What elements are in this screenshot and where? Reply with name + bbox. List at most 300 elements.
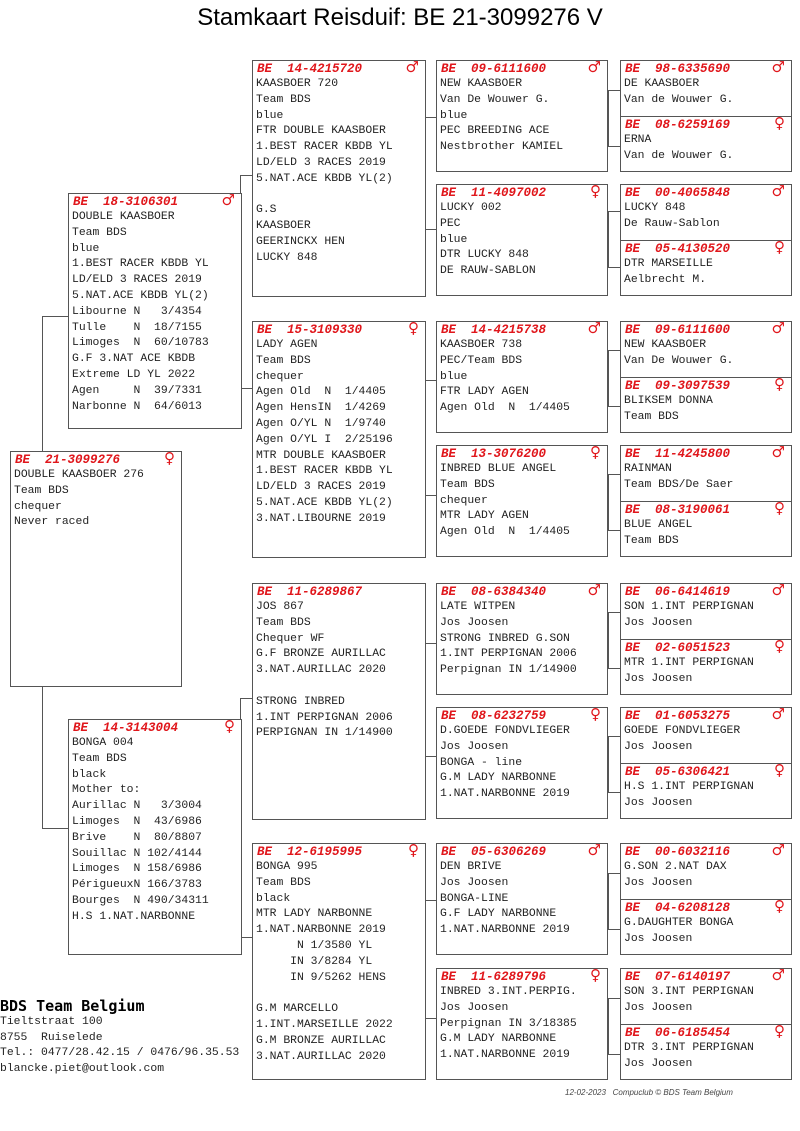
ring-number: BE 14-4215720 <box>257 62 363 76</box>
card-header <box>69 191 241 210</box>
connector-line <box>425 1018 436 1019</box>
card-lines <box>621 77 791 109</box>
card-line: Team BDS <box>256 354 311 367</box>
female-symbol-icon: ♀ <box>224 717 235 735</box>
connector-line <box>608 90 620 91</box>
ring-number: BE 05-4130520 <box>625 242 731 256</box>
card-line: PEC BREEDING ACE <box>440 125 550 138</box>
card-line: MTR LADY NARBONNE <box>256 908 373 921</box>
card-line: IN 3/8284 YL <box>256 955 373 968</box>
dam-section <box>621 375 791 433</box>
card-line: Team BDS <box>624 534 679 547</box>
card-header <box>621 841 791 860</box>
card-line: Agen N 39/7331 <box>72 384 202 397</box>
card-lines <box>621 338 791 370</box>
ring-number: BE 01-6053275 <box>625 709 731 723</box>
dam-section <box>621 238 791 296</box>
female-symbol-icon: ♀ <box>164 449 175 467</box>
sire-section <box>621 319 791 377</box>
card-line: Agen O/YL I 2/25196 <box>256 433 393 446</box>
card-line: D.GOEDE FONDVLIEGER <box>440 725 570 737</box>
card-line: JOS 867 <box>256 601 304 613</box>
male-symbol-icon: ♂ <box>771 705 785 723</box>
sire-section <box>621 58 791 116</box>
card-line: 1.INT PERPIGNAN 2006 <box>256 711 393 724</box>
great-grandparent-card <box>436 583 608 695</box>
sire-section <box>621 182 791 240</box>
card-line: IN 9/5262 HENS <box>256 971 386 984</box>
ring-number: BE 00-4065848 <box>625 186 731 200</box>
card-line: Jos Joosen <box>624 616 693 629</box>
card-line: Team BDS <box>256 876 311 889</box>
card-line: G.DAUGHTER BONGA <box>624 917 734 929</box>
connector-line <box>42 316 43 453</box>
card-lines <box>253 77 425 267</box>
card-line <box>256 986 425 1002</box>
card-line: Agen HensIN 1/4269 <box>256 402 386 415</box>
sire-section <box>621 581 791 639</box>
card-line: Jos Joosen <box>624 672 693 685</box>
owner-name: BDS Team Belgium <box>0 997 145 1015</box>
ring-number: BE 15-3109330 <box>257 323 363 337</box>
great-grandparent-card <box>436 843 608 955</box>
card-line: G.M MARCELLO <box>256 1003 339 1016</box>
card-line: Team BDS <box>624 410 679 423</box>
card-line: Team BDS <box>256 616 311 629</box>
connector-line <box>425 229 436 230</box>
card-line: Jos Joosen <box>440 616 509 629</box>
maternal-grandsire-card <box>252 583 426 820</box>
card-line: Team BDS <box>14 484 69 497</box>
card-line: RAINMAN <box>624 463 672 475</box>
card-line: LATE WITPEN <box>440 601 516 613</box>
connector-line <box>425 117 436 118</box>
card-line: LD/ELD 3 RACES 2019 <box>256 156 386 169</box>
ring-number: BE 07-6140197 <box>625 970 731 984</box>
card-lines <box>11 468 181 531</box>
card-header <box>621 1022 791 1041</box>
card-line: Agen Old N 1/4405 <box>440 526 570 539</box>
ring-number: BE 08-6232759 <box>441 709 547 723</box>
ggg-pair-card <box>620 321 792 433</box>
card-line: 3.NAT.AURILLAC 2020 <box>256 664 386 677</box>
card-line: G.M LADY NARBONNE <box>440 1033 557 1046</box>
card-line: Nestbrother KAMIEL <box>440 141 564 154</box>
card-line: 1.NAT.NARBONNE 2019 <box>256 924 386 937</box>
card-line: Team BDS <box>72 226 127 239</box>
card-line: DOUBLE KAASBOER <box>72 211 175 223</box>
card-lines <box>437 724 607 803</box>
card-header <box>621 705 791 724</box>
mother-card <box>68 719 242 955</box>
connector-line <box>608 267 620 268</box>
card-line: Brive N 80/8807 <box>72 831 202 844</box>
female-symbol-icon: ♀ <box>590 182 601 200</box>
card-line: Van De Wouwer G. <box>440 93 550 106</box>
card-line: DE KAASBOER <box>624 78 700 90</box>
card-header <box>621 182 791 201</box>
card-line: KAASBOER 720 <box>256 78 339 90</box>
card-header <box>621 238 791 257</box>
connector-line <box>608 929 620 930</box>
card-line: G.F BRONZE AURILLAC <box>256 648 386 661</box>
card-line: 1.NAT.NARBONNE 2019 <box>440 788 570 801</box>
card-line: Jos Joosen <box>440 876 509 889</box>
male-symbol-icon: ♂ <box>771 182 785 200</box>
card-line: INBRED 3.INT.PERPIG. <box>440 986 577 998</box>
card-lines <box>621 133 791 165</box>
card-line: Team BDS <box>256 93 311 106</box>
male-symbol-icon: ♂ <box>587 319 601 337</box>
card-header <box>437 705 607 724</box>
connector-line <box>608 350 620 351</box>
card-lines <box>69 210 241 415</box>
dam-section <box>621 637 791 695</box>
card-line: Jos Joosen <box>624 1057 693 1070</box>
ring-number: BE 08-6384340 <box>441 585 547 599</box>
card-lines <box>437 201 607 280</box>
sire-section <box>621 841 791 899</box>
card-line: Mother to: <box>72 784 141 797</box>
card-line: blue <box>440 109 468 122</box>
card-header <box>11 449 181 468</box>
connector-line <box>608 406 620 407</box>
card-line: 1.BEST RACER KBDB YL <box>256 465 393 478</box>
card-line: DOUBLE KAASBOER 276 <box>14 469 144 481</box>
card-line: KAASBOER 738 <box>440 339 523 351</box>
male-symbol-icon: ♂ <box>587 58 601 76</box>
card-line: Agen Old N 1/4405 <box>440 402 570 415</box>
connector-line <box>42 316 69 317</box>
card-header <box>253 584 425 600</box>
male-symbol-icon: ♂ <box>221 191 235 209</box>
ggg-pair-card <box>620 707 792 819</box>
card-line: LUCKY 848 <box>256 251 318 264</box>
male-symbol-icon: ♂ <box>405 58 419 76</box>
connector-line <box>608 668 620 669</box>
card-header <box>621 499 791 518</box>
female-symbol-icon: ♀ <box>774 499 785 517</box>
card-line: Van De Wouwer G. <box>624 354 734 367</box>
card-line <box>256 188 425 204</box>
female-symbol-icon: ♀ <box>590 966 601 984</box>
owner-email: blancke.piet@outlook.com <box>0 1062 165 1075</box>
card-line: BONGA 004 <box>72 737 134 749</box>
ring-number: BE 00-6032116 <box>625 845 731 859</box>
ring-number: BE 09-6111600 <box>625 323 731 337</box>
card-lines <box>621 394 791 426</box>
card-header <box>621 637 791 656</box>
card-header <box>253 841 425 860</box>
card-line: G.M LADY NARBONNE <box>440 772 557 785</box>
card-line: PEC <box>440 217 461 230</box>
dam-section <box>621 499 791 557</box>
great-grandparent-card <box>436 968 608 1080</box>
sire-section <box>621 705 791 763</box>
connector-line <box>425 495 436 496</box>
card-line: Jos Joosen <box>624 796 693 809</box>
card-header <box>437 58 607 77</box>
ring-number: BE 14-3143004 <box>73 721 179 735</box>
card-lines <box>621 257 791 289</box>
card-line: BONGA - line <box>440 756 523 769</box>
card-line: blue <box>72 242 100 255</box>
card-header <box>437 966 607 985</box>
ggg-pair-card <box>620 968 792 1080</box>
card-lines <box>437 462 607 541</box>
connector-line <box>608 998 620 999</box>
connector-line <box>608 736 609 792</box>
card-line: Jos Joosen <box>440 1001 509 1014</box>
card-lines <box>621 201 791 233</box>
card-line: LADY AGEN <box>256 339 318 351</box>
male-symbol-icon: ♂ <box>771 319 785 337</box>
card-line: G.M BRONZE AURILLAC <box>256 1034 386 1047</box>
connector-line <box>42 686 43 828</box>
female-symbol-icon: ♀ <box>590 443 601 461</box>
card-lines <box>437 600 607 679</box>
card-line: Extreme LD YL 2022 <box>72 368 196 381</box>
card-lines <box>621 860 791 892</box>
connector-line <box>608 1054 620 1055</box>
dam-section <box>621 114 791 172</box>
card-line: Jos Joosen <box>624 932 693 945</box>
dam-section <box>621 1022 791 1080</box>
card-lines <box>621 600 791 632</box>
connector-line <box>608 612 620 613</box>
card-lines <box>621 656 791 688</box>
great-grandparent-card <box>436 445 608 557</box>
card-line: 3.NAT.AURILLAC 2020 <box>256 1050 386 1063</box>
dam-section <box>621 761 791 819</box>
connector-line <box>608 474 609 530</box>
card-header <box>253 58 425 77</box>
card-lines <box>253 600 425 742</box>
card-line: Never raced <box>14 516 90 529</box>
card-header <box>621 761 791 780</box>
connector-line <box>608 612 609 668</box>
card-lines <box>621 1041 791 1073</box>
card-line: Limoges N 43/6986 <box>72 815 202 828</box>
card-line: De Rauw-Sablon <box>624 217 720 230</box>
ring-number: BE 08-3190061 <box>625 503 731 517</box>
card-line: DTR 3.INT PERPIGNAN <box>624 1042 754 1054</box>
card-header <box>69 717 241 736</box>
card-line: KAASBOER <box>256 220 311 233</box>
ring-number: BE 09-3097539 <box>625 379 731 393</box>
card-line: FTR DOUBLE KAASBOER <box>256 125 386 138</box>
card-line: STRONG INBRED <box>256 695 345 708</box>
ring-number: BE 06-6414619 <box>625 585 731 599</box>
connector-line <box>608 350 609 406</box>
female-symbol-icon: ♀ <box>774 375 785 393</box>
ggg-pair-card <box>620 445 792 557</box>
connector-line <box>608 736 620 737</box>
card-line: STRONG INBRED G.SON <box>440 632 570 645</box>
card-line: LD/ELD 3 RACES 2019 <box>72 274 202 287</box>
card-line: MTR 1.INT PERPIGNAN <box>624 657 754 669</box>
male-symbol-icon: ♂ <box>587 841 601 859</box>
page-title: Stamkaart Reisduif: BE 21-3099276 V <box>197 4 603 31</box>
card-line: 1.INT.MARSEILLE 2022 <box>256 1018 393 1031</box>
owner-phone: Tel.: 0477/28.42.15 / 0476/96.35.53 <box>0 1047 240 1060</box>
female-symbol-icon: ♀ <box>408 319 419 337</box>
card-lines <box>253 338 425 528</box>
ggg-pair-card <box>620 60 792 172</box>
ring-number: BE 13-3076200 <box>441 447 547 461</box>
ring-number: BE 11-4245800 <box>625 447 731 461</box>
connector-line <box>425 380 436 381</box>
card-header <box>253 319 425 338</box>
card-header <box>437 841 607 860</box>
card-line: Narbonne N 64/6013 <box>72 400 202 413</box>
card-line: blue <box>440 233 468 246</box>
card-lines <box>437 338 607 417</box>
ring-number: BE 02-6051523 <box>625 641 731 655</box>
owner-city: 8755 Ruiselede <box>0 1031 103 1044</box>
ring-number: BE 11-4097002 <box>441 186 547 200</box>
card-line: 1.NAT.NARBONNE 2019 <box>440 924 570 937</box>
card-line: LD/ELD 3 RACES 2019 <box>256 481 386 494</box>
card-line: MTR LADY AGEN <box>440 510 529 523</box>
sire-section <box>621 966 791 1024</box>
card-lines <box>253 860 425 1065</box>
card-lines <box>621 462 791 494</box>
great-grandparent-card <box>436 60 608 172</box>
card-line: 1.INT PERPIGNAN 2006 <box>440 648 577 661</box>
ring-number: BE 11-6289796 <box>441 970 547 984</box>
card-line: FTR LADY AGEN <box>440 386 529 399</box>
card-line: Tulle N 18/7155 <box>72 321 202 334</box>
connector-line <box>608 873 620 874</box>
card-line: H.S 1.NAT.NARBONNE <box>72 910 196 923</box>
card-line: GOEDE FONDVLIEGER <box>624 725 741 737</box>
connector-line <box>608 998 609 1054</box>
card-line: Team BDS <box>72 752 127 765</box>
ring-number: BE 21-3099276 <box>15 453 121 467</box>
card-line: N 1/3580 YL <box>256 939 373 952</box>
card-line: Limoges N 158/6986 <box>72 863 202 876</box>
card-line: DTR LUCKY 848 <box>440 249 529 262</box>
connector-line <box>42 828 69 829</box>
male-symbol-icon: ♂ <box>771 443 785 461</box>
card-line: INBRED BLUE ANGEL <box>440 463 557 475</box>
card-line: BLIKSEM DONNA <box>624 395 713 407</box>
card-line <box>256 679 425 695</box>
paternal-grandsire-card <box>252 60 426 297</box>
card-line: Perpignan IN 3/18385 <box>440 1017 577 1030</box>
card-line: Jos Joosen <box>624 876 693 889</box>
ring-number: BE 09-6111600 <box>441 62 547 76</box>
female-symbol-icon: ♀ <box>590 705 601 723</box>
card-line: G.S <box>256 204 277 217</box>
card-line: Aelbrecht M. <box>624 273 707 286</box>
connector-line <box>240 698 252 699</box>
card-line: 1.NAT.NARBONNE 2019 <box>440 1049 570 1062</box>
card-line: PERPIGNAN IN 1/14900 <box>256 727 393 740</box>
card-line: LUCKY 848 <box>624 202 686 214</box>
card-line: chequer <box>440 494 488 507</box>
card-header <box>621 966 791 985</box>
card-line: Team BDS/De Saer <box>624 478 734 491</box>
card-line: NEW KAASBOER <box>624 339 707 351</box>
connector-line <box>425 643 436 644</box>
card-line: DTR MARSEILLE <box>624 258 713 270</box>
card-line: 3.NAT.LIBOURNE 2019 <box>256 512 386 525</box>
card-line: SON 3.INT PERPIGNAN <box>624 986 754 998</box>
female-symbol-icon: ♀ <box>774 238 785 256</box>
male-symbol-icon: ♂ <box>771 841 785 859</box>
card-header <box>437 182 607 201</box>
card-line: NEW KAASBOER <box>440 78 523 90</box>
card-header <box>621 375 791 394</box>
dam-section <box>621 897 791 955</box>
great-grandparent-card <box>436 707 608 819</box>
male-symbol-icon: ♂ <box>771 966 785 984</box>
card-line: Agen Old N 1/4405 <box>256 386 386 399</box>
card-lines <box>69 736 241 926</box>
female-symbol-icon: ♀ <box>774 1022 785 1040</box>
ring-number: BE 06-6185454 <box>625 1026 731 1040</box>
female-symbol-icon: ♀ <box>774 897 785 915</box>
card-header <box>621 114 791 133</box>
female-symbol-icon: ♀ <box>408 841 419 859</box>
card-line: Van de Wouwer G. <box>624 93 734 106</box>
card-line: BONGA 995 <box>256 861 318 873</box>
card-lines <box>621 985 791 1017</box>
card-header <box>621 319 791 338</box>
ring-number: BE 05-6306269 <box>441 845 547 859</box>
card-line: Limoges N 60/10783 <box>72 337 209 350</box>
card-line: ERNA <box>624 134 652 146</box>
card-line: Perpignan IN 1/14900 <box>440 664 577 677</box>
paternal-granddam-card <box>252 321 426 558</box>
card-lines <box>437 860 607 939</box>
connector-line <box>608 146 620 147</box>
sire-section <box>621 443 791 501</box>
card-line: BONGA-LINE <box>440 892 509 905</box>
ggg-pair-card <box>620 583 792 695</box>
card-line: 1.BEST RACER KBDB YL <box>256 141 393 154</box>
card-lines <box>621 780 791 812</box>
great-grandparent-card <box>436 321 608 433</box>
card-line: black <box>256 892 291 905</box>
card-line: Libourne N 3/4354 <box>72 305 202 318</box>
card-line: SON 1.INT PERPIGNAN <box>624 601 754 613</box>
card-line: 1.BEST RACER KBDB YL <box>72 258 209 271</box>
card-line: BLUE ANGEL <box>624 519 693 531</box>
connector-line <box>608 474 620 475</box>
ring-number: BE 11-6289867 <box>257 585 363 599</box>
card-line: chequer <box>256 370 304 383</box>
card-line: blue <box>440 370 468 383</box>
card-line: Van de Wouwer G. <box>624 149 734 162</box>
subject-card <box>10 451 182 687</box>
card-line: GEERINCKX HEN <box>256 235 345 248</box>
card-lines <box>437 77 607 156</box>
card-line: G.F LADY NARBONNE <box>440 908 557 921</box>
card-lines <box>437 985 607 1064</box>
ggg-pair-card <box>620 184 792 296</box>
owner-street: Tieltstraat 100 <box>0 1016 103 1028</box>
card-line: 5.NAT.ACE KBDB YL(2) <box>256 172 393 185</box>
card-header <box>621 443 791 462</box>
connector-line <box>608 90 609 146</box>
card-header <box>437 319 607 338</box>
card-line: chequer <box>14 500 62 513</box>
ring-number: BE 04-6208128 <box>625 901 731 915</box>
connector-line <box>425 756 436 757</box>
